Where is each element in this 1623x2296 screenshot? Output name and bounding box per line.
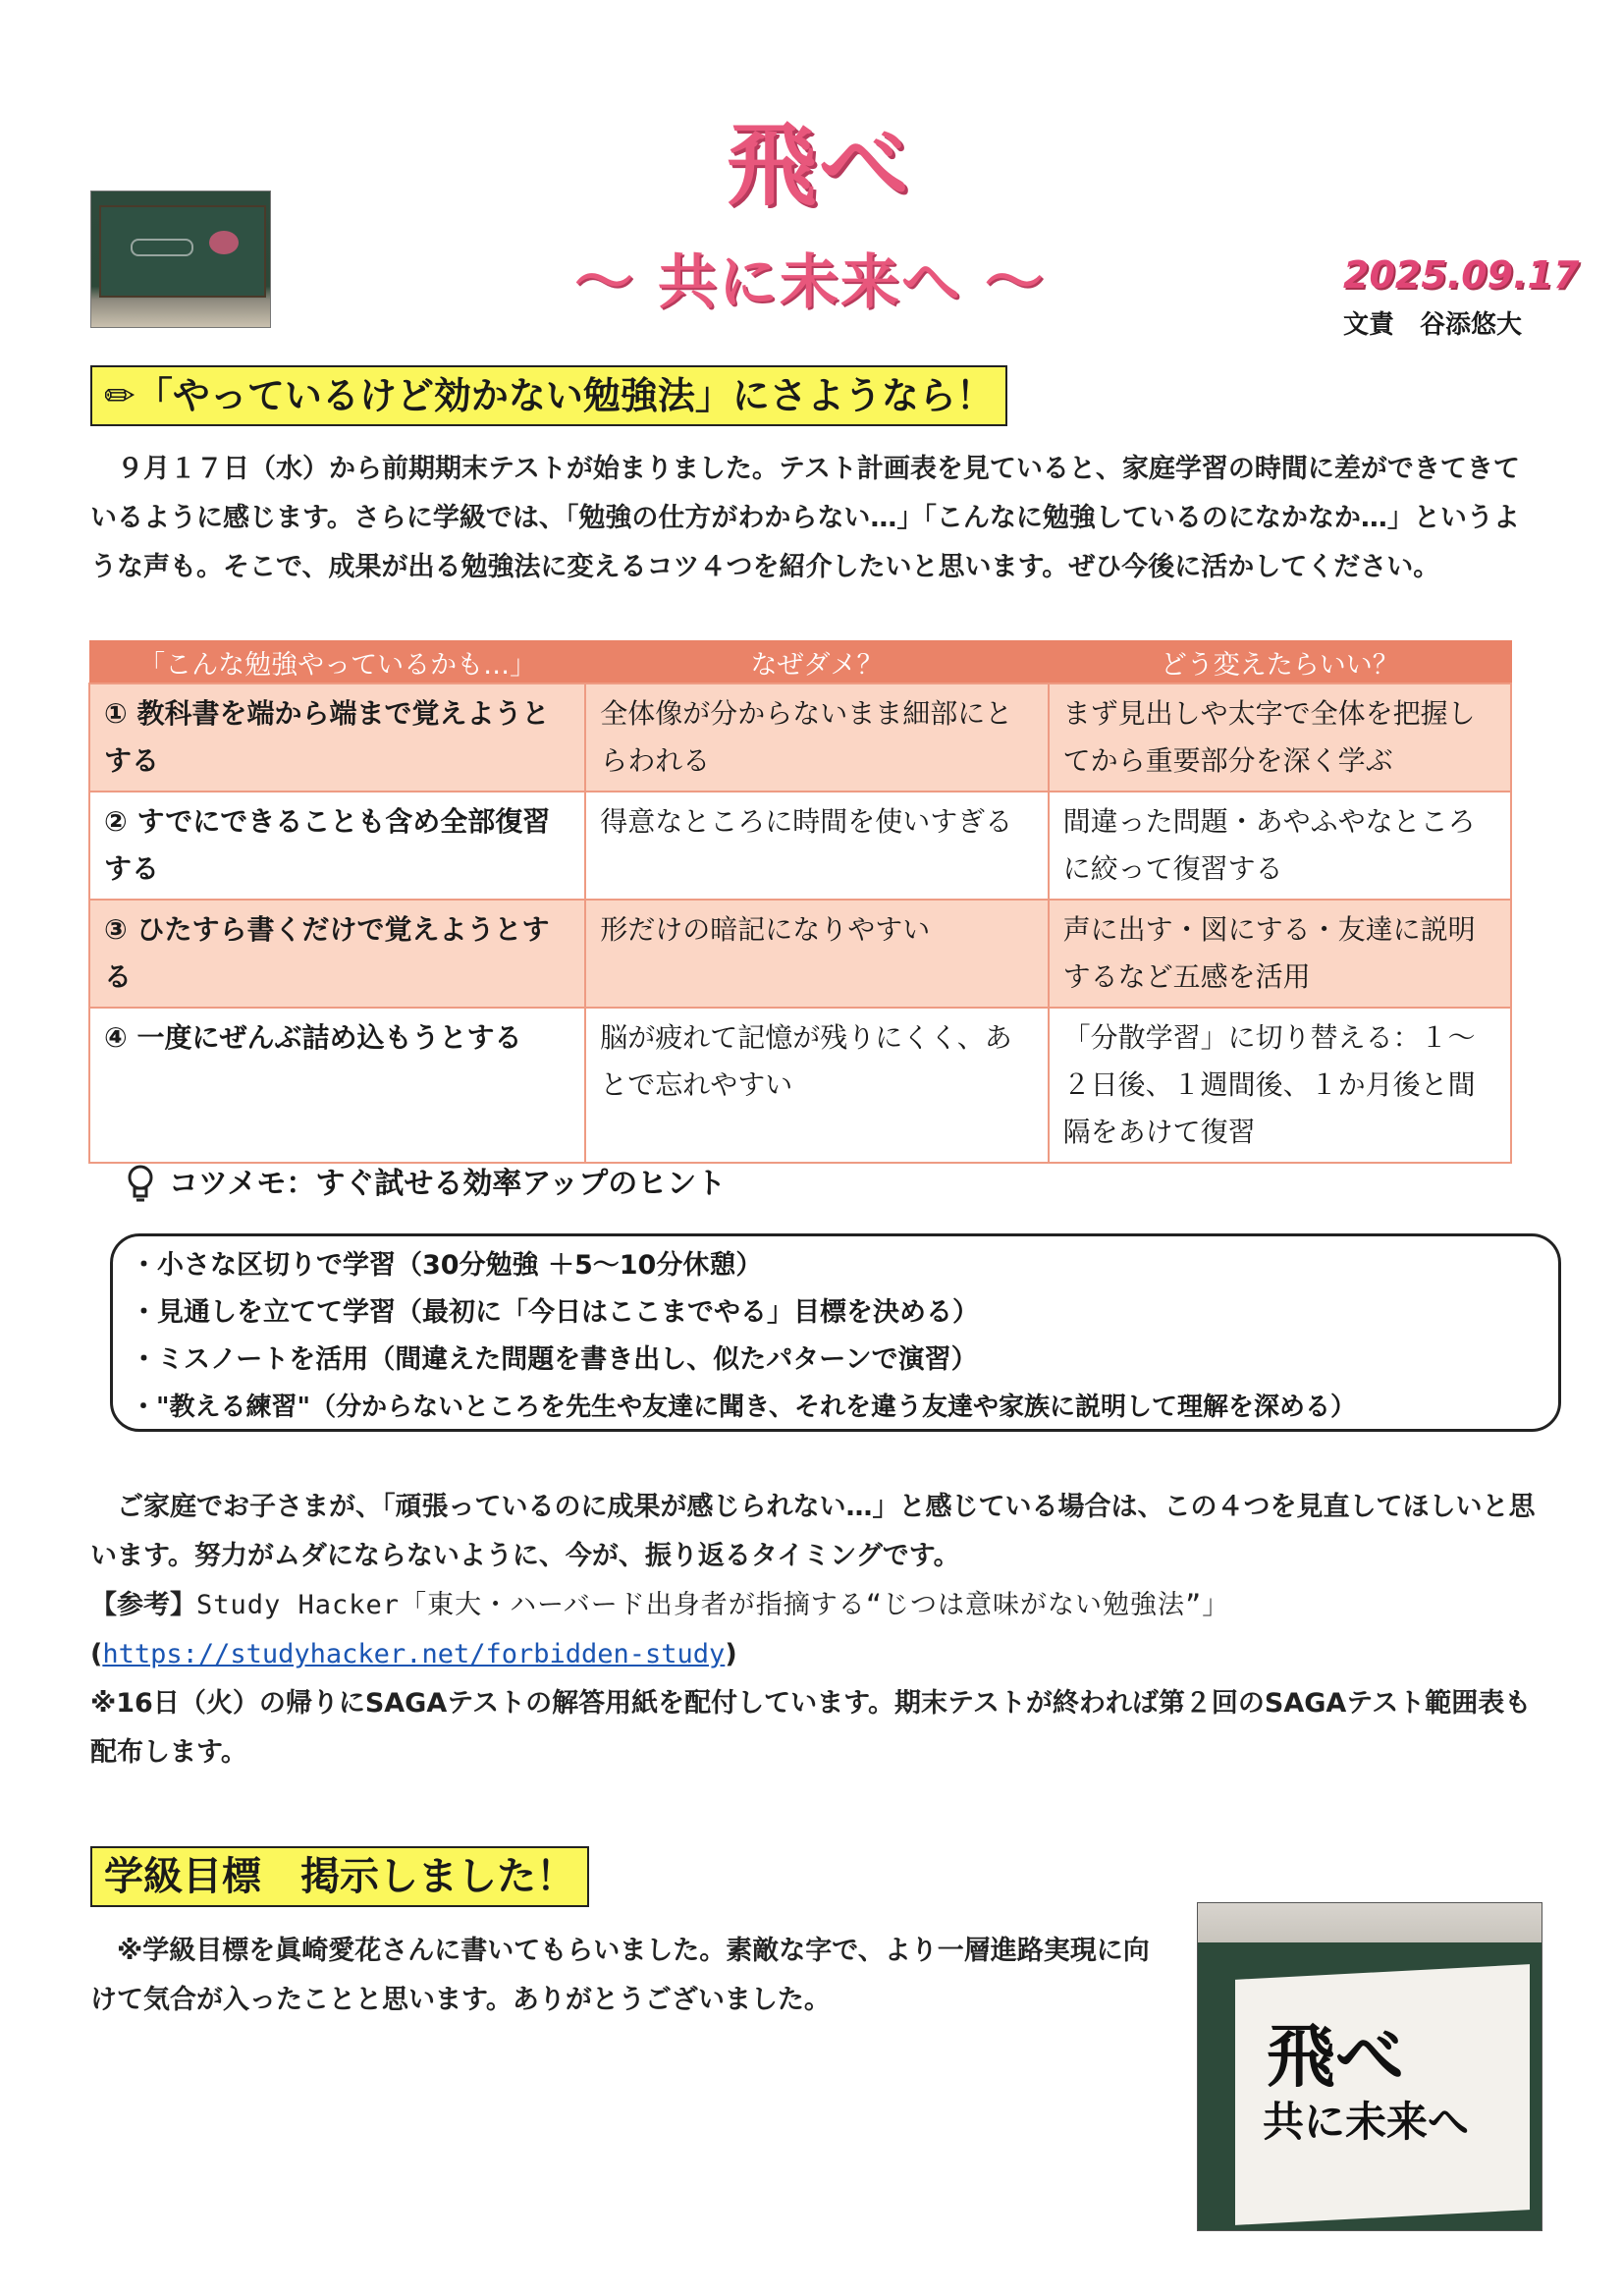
table-row	[89, 900, 1511, 1008]
reference-label: 【参考】	[90, 1590, 196, 1620]
section-heading: ✏「やっているけど効かない勉強法」にさようなら！	[90, 365, 1007, 426]
memo-box	[110, 1233, 1561, 1432]
reference-url-line: (https://studyhacker.net/forbidden-study)	[90, 1639, 737, 1669]
section-heading: 学級目標 掲示しました！	[90, 1846, 589, 1907]
table-cell: ② すでにできることも含め全部復習する	[89, 792, 585, 900]
chalk-drawing	[131, 239, 193, 256]
classroom-blackboard-photo	[90, 191, 271, 328]
poster-text: 共に未来へ	[1263, 2098, 1470, 2146]
newsletter-subtitle: ～ 共に未来へ ～	[574, 248, 1046, 317]
memo-item: ・"教える練習"（分からないところを先生や友達に聞き、それを違う友達や家族に説明して理解を深める）	[131, 1393, 1357, 1422]
table-cell: まず見出しや太字で全体を把握してから重要部分を深く学ぶ	[1049, 683, 1511, 792]
author: 文責 谷添悠大	[1343, 310, 1523, 340]
table-cell: 形だけの暗記になりやすい	[585, 900, 1048, 1008]
reference-text: Study Hacker「東大・ハーバード出身者が指摘する“じつは意味がない勉強法”」	[196, 1590, 1230, 1620]
issue-date: 2025.09.17	[1343, 253, 1580, 297]
table-row	[89, 1008, 1511, 1163]
table-cell: ① 教科書を端から端まで覚えようとする	[89, 683, 585, 792]
class-goal-poster-photo	[1197, 1902, 1542, 2231]
table-cell: 得意なところに時間を使いすぎる	[585, 792, 1048, 900]
table-row	[89, 683, 1511, 792]
table-cell: 脳が疲れて記憶が残りにくく、あとで忘れやすい	[585, 1008, 1048, 1163]
table-cell: ④ 一度にぜんぶ詰め込もうとする	[89, 1008, 585, 1163]
closing-paragraph: ご家庭でお子さまが、「頑張っているのに成果が感じられない…」と感じている場合は、この４つを見直してほしいと思います。努力がムダにならないように、今が、振り返るタイミングです。	[90, 1492, 1536, 1571]
memo-item: ・小さな区切りで学習（30分勉強 ＋5～10分休憩）	[131, 1250, 763, 1281]
table-cell: 声に出す・図にする・友達に説明するなど五感を活用	[1049, 900, 1511, 1008]
table-cell: 間違った問題・あやふやなところに絞って復習する	[1049, 792, 1511, 900]
chalk-drawing	[209, 231, 239, 254]
reference-line	[90, 1581, 1539, 1630]
reference-link[interactable]: https://studyhacker.net/forbidden-study	[102, 1639, 726, 1669]
notice-paragraph: ※16日（火）の帰りにSAGAテストの解答用紙を配付しています。期末テストが終われば第２回のSAGAテスト範囲表も配布します。	[90, 1688, 1532, 1768]
table-header: どう変えたらいい？	[1049, 641, 1511, 684]
table-row	[89, 792, 1511, 900]
memo-item: ・ミスノートを活用（間違えた問題を書き出し、似たパターンで演習）	[131, 1344, 978, 1375]
table-cell: ③ ひたすら書くだけで覚えようとする	[89, 900, 585, 1008]
study-tips-table	[88, 640, 1512, 1164]
intro-paragraph: ９月１７日（水）から前期期末テストが始まりました。テスト計画表を見ていると、家庭学習の時間に差ができてきているように感じます。さらに学級では、「勉強の仕方がわからない…」「こんなに勉強しているのになかなか…」というような声も。そこで、成果が出る勉強法に変えるコツ４つを紹介したいと思います。ぜひ今後に活かしてください。	[90, 454, 1520, 582]
poster-text: 飛べ	[1267, 2015, 1404, 2097]
lightbulb-icon	[126, 1164, 155, 1203]
memo-title: コツメモ：すぐ試せる効率アップのヒント	[169, 1167, 727, 1201]
newsletter-title: 飛べ	[727, 112, 912, 218]
class-goal-paragraph: ※学級目標を眞崎愛花さんに書いてもらいました。素敵な字で、より一層進路実現に向けて気合が入ったことと思います。ありがとうございました。	[90, 1936, 1150, 2015]
table-cell: 「分散学習」に切り替える：１～２日後、１週間後、１か月後と間隔をあけて復習	[1049, 1008, 1511, 1163]
memo-item: ・見通しを立てて学習（最初に「今日はここまでやる」目標を決める）	[131, 1297, 979, 1328]
table-header: 「こんな勉強やっているかも…」	[89, 641, 585, 684]
table-header: なぜダメ？	[585, 641, 1048, 684]
table-cell: 全体像が分からないまま細部にとらわれる	[585, 683, 1048, 792]
